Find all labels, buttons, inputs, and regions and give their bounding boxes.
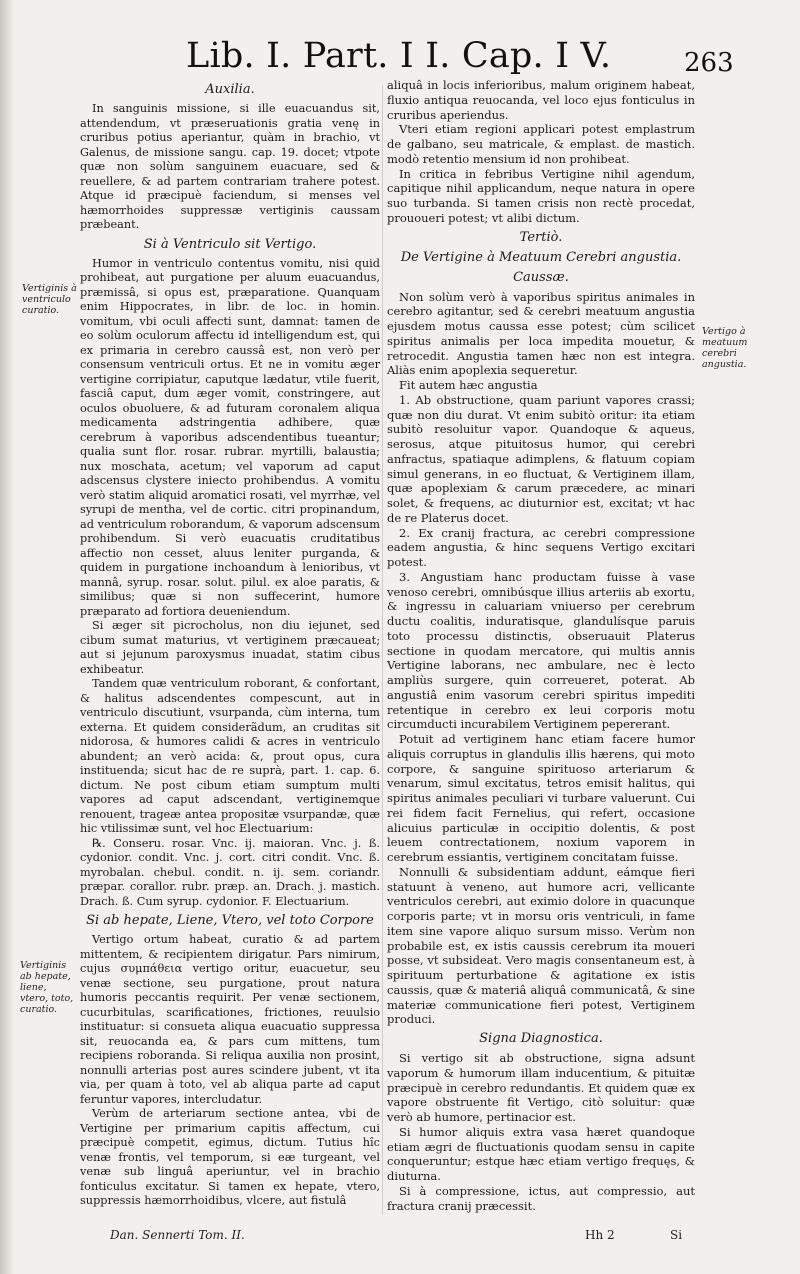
paragraph: Si à compressione, ictus, aut compressio, aut fractura cranij præcessit. [387,1183,695,1213]
footer-author: Dan. Sennerti Tom. II. [110,1228,245,1242]
margin-note-meatuum: Vertigo à meatuum cerebri angustia. [702,326,748,370]
left-column [80,78,380,1209]
section-heading: Signa Diagnostica. [479,1031,603,1046]
paragraph: In critica in febribus Vertigine nihil agendum, capitique nihil applicandum, neque natura in opere suo turbanda. Si tamen crisis non rectè procedat, prououeri potest; vt alibi dictum. [387,166,695,225]
right-column [387,78,695,1213]
paragraph: Si vertigo sit ab obstructione, signa adsunt vaporum & humorum illam inducentium, & pituitæ præcipuè in cerebro redundantis. Et quidem quæ ex vapore obstruente fit Vertigo, citò soluitur: quæ verò ab humore, pertinacior est. [387,1051,695,1124]
paragraph: Nonnulli & subsidentiam addunt, eámque fieri statuunt à veneno, aut humore acri, vellicante ventriculos cerebri, aut eximio dolore in quacunque corporis parte; vt in morsu oris ventriculi, in fame item sine vapore aliquo sursum misso. Verùm non probabile est, ex istis caussis cerebrum ita moueri posse, vt subsideat. Vero magis consentaneum est, à spirituum perturbatione & agitatione ex istis caussis, quæ & materiâ aliquâ communicatâ, & sine materiæ communicatione fieri potest, Vertiginem produci. [387,864,695,1027]
page-number: 263 [684,48,734,78]
paragraph: 1. Ab obstructione, quam pariunt vapores crassi; quæ non diu durat. Vt enim subitò oritur: ita etiam subitò resoluitur vapor. Quandoque & aqueus, serosus, atque pituitosus humor, qui cerebri anfractus, spatiaque adimplens, & flatuum copiam simul generans, in eo fluctuat, & Vertiginem illam, quæ apoplexiam & carum præcedere, ac minari solet, & frequens, ac diuturnior est, excitat; vt hac de re Platerus docet. [387,392,695,525]
paragraph: Vteri etiam regioni applicari potest emplastrum de galbano, seu matricale, & emplast. de mastich. modò retentio mensium id non prohibeat. [387,122,695,166]
margin-note-ventriculo: Vertiginis à ventriculo curatio. [22,283,77,316]
paragraph: ℞. Conseru. rosar. Vnc. ij. maioran. Vnc. j. ß. cydonior. condit. Vnc. j. cort. citri condit. Vnc. ß. myrobalan. chebul. condit. n. ij. sem. coriandr. præpar. corallor. rubr. præp. an. Drach. j. mastich. Drach. ß. Cum syrup. cydonior. F. Electuarium. [80,836,380,908]
paragraph: 2. Ex cranij fractura, ac cerebri compressione eadem angustia, & hinc sequens Vertigo excitari potest. [387,525,695,569]
footer-catchword: Si [670,1228,683,1242]
section-heading: Caussæ. [513,269,569,285]
section-heading: De Vertigine à Meatuum Cerebri angustia. [400,249,682,265]
paragraph: Potuit ad vertiginem hanc etiam facere humor aliquis corruptus in glandulis illis hærens, qui moto corpore, & sanguine spirituoso arteriarum & venarum, simul excitatus, tetros emisit halitus, qui spiritus animales peculiari vi turbare valuerunt. Cui rei fidem facit Fernelius, qui refert, occasione alicuius particulæ in occipitio dolentis, & post leuem contrectationem, noxium vaporem in cerebrum essiantis, vertiginem concitatam fuisse. [387,732,695,864]
margin-note-hepate: Vertiginis ab hepate, liene, vtero, toto, curatio. [20,960,74,1015]
paragraph: Tandem quæ ventriculum roborant, & confortant, & halitus adscendentes compescunt, aut in ventriculo discutiunt, vsurpanda, cùm interna, tum externa. Et quidem considerãdum, an cruditas sit nidorosa, & humores calidi & acres in ventriculo abundent; an verò acida: &, prout opus, cura instituenda; sicut hac de re suprà, part. 1. cap. 6. dictum. Ne post cibum etiam sumptum multi vapores ad caput adscendant, vertiginemque renouent, trageæ antea propositæ vsurpandæ, quæ hic vtilissimæ sunt, vel hoc Electuarium: [80,677,380,835]
section-heading: Si à Ventriculo sit Vertigo. [143,236,317,252]
page-gutter-shadow [0,0,14,1274]
paragraph: Verùm de arteriarum sectione antea, vbi de Vertigine per primarium capitis affectum, cui præcipuè competit, egimus, dictum. Tutius hîc venæ frontis, vel temporum, si eæ turgeant, vel venæ sub linguâ aperiuntur, vel in brachio fonticulus excitatur. Si tamen ex hepate, vtero, suppressis hæmorrhoidibus, vlcere, aut fistulâ [80,1107,380,1207]
paragraph: Non solùm verò à vaporibus spiritus animales in cerebro agitantur, sed & cerebri meatuum angustia ejusdem motus caussa esse potest; cùm scilicet spiritus animalis per loca impedita mouetur, & retrocedit. Angustia tamen hæc non est integra. Aliàs enim apoplexia sequeretur. [387,289,695,378]
column-divider [382,85,383,1215]
paragraph: In sanguinis missione, si ille euacuandus sit, attendendum, vt præseruationis gratia venę in cruribus potius aperiantur, quàm in brachio, vt Galenus, de missione sangu. cap. 19. docet; vtpote quæ non solùm sanguinem euacuare, sed & reuellere, & ad partem contrariam trahere potest. Atque id præcipuè faciendum, si menses vel hæmorrhoides suppressæ vertiginis caussam præbeant. [80,102,380,231]
section-heading: Si ab hepate, Liene, Vtero, vel toto Corpore [86,913,374,928]
paragraph: Si æger sit picrocholus, non diu iejunet, sed cibum sumat maturius, vt vertiginem præcaueat; aut si jejunum paroxysmus inuadat, statim cibus exhibeatur. [80,619,380,676]
paragraph: aliquâ in locis inferioribus, malum originem habeat, fluxio antiqua reuocanda, vel loco ejus fonticulus in cruribus aperiendus. [387,78,695,122]
paragraph: Si humor aliquis extra vasa hæret quandoque etiam ægri de fluctuationis quodam sensu in capite conqueruntur; estque hæc etiam vertigo frequęs, & diuturna. [387,1124,695,1183]
paragraph: 3. Angustiam hanc productam fuisse à vase venoso cerebri, omnibúsque illius arteriis ab exortu, & ingressu in caluariam vniuerso per cerebrum ductu coalitis, induratisque, glandulísque paruis toto processu distinctis, obseruauit Platerus sectione in quodam mercatore, qui multis annis Vertigine laborans, nec ambulare, nec è lecto ampliùs surgere, quin correueret, poterat. Ab angustiâ enim vasorum cerebri spiritus impediti retentique in cerebro ex leui corporis motu circumducti incurabilem Vertiginem pepererant. [387,569,695,732]
running-header: Lib. I. Part. I I. Cap. I V. [186,36,612,76]
paragraph: Fit autem hæc angustia [399,378,538,392]
paragraph: Humor in ventriculo contentus vomitu, nisi quid prohibeat, aut purgatione per aluum euacuandus, præmissâ, si opus est, præparatione. Quanquam enim Hippocrates, in libr. de loc. in homin. vomitum, vbi oculi affecti sunt, damnat: tamen de eo solùm oculorum affectu id intelligendum est, qui ex primaria in cerebro caussâ est, non verò per consensum ventriculi ortus. Et ne in vomitu æger vertigine corripiatur, caputque lædatur, vtile fuerit, fasciâ caput, dum æger vomit, constringere, aut oculos obuoluere, & ad futuram coronalem aliqua medicamenta adstringentia adhibere, quæ cerebrum à vaporibus adscendentibus tueantur; qualia sunt flor. rosar. rubrar. myrtilli, balaustia; nux moschata, acetum; vel vaporum ad caput adscensus clystere iniecto prohibendus. A vomitu verò statim aliquid aromatici rosati, vel myrrhæ, vel syrupi de mentha, vel de cortic. citri propinandum, ad ventriculum roborandum, & vaporum adscensum prohibendum. Si verò euacuatis cruditatibus affectio non cesset, aluus leniter purganda, & quidem in purgatione inchoandum à lenioribus, vt mannâ, syrup. rosar. solut. pilul. ex aloe paratis, & similibus; quæ si non suffecerint, humore præparato ad fortiora deueniendum. [80,256,380,618]
section-heading: Tertiò. [519,229,563,245]
footer-signature: Hh 2 [585,1228,615,1242]
section-heading: Auxilia. [205,82,255,97]
paragraph: Vertigo ortum habeat, curatio & ad partem mittentem, & recipientem dirigatur. Pars nimirum, cujus συμπάθεια vertigo oritur, euacuetur, seu venæ sectione, seu purgatione, prout natura humoris peccantis requirit. Per venæ sectionem, cucurbitulas, scarificationes, frictiones, reuulsio instituatur: si consueta aliqua euacuatio suppressa sit, reuocanda ea, & pars cum mittens, tum recipiens roboranda. Si reliqua auxilia non prosint, nonnulli arterias post aures scindere jubent, vt ita via, per quam à toto, vel ab aliqua parte ad caput feruntur vapores, intercludatur. [80,933,380,1106]
